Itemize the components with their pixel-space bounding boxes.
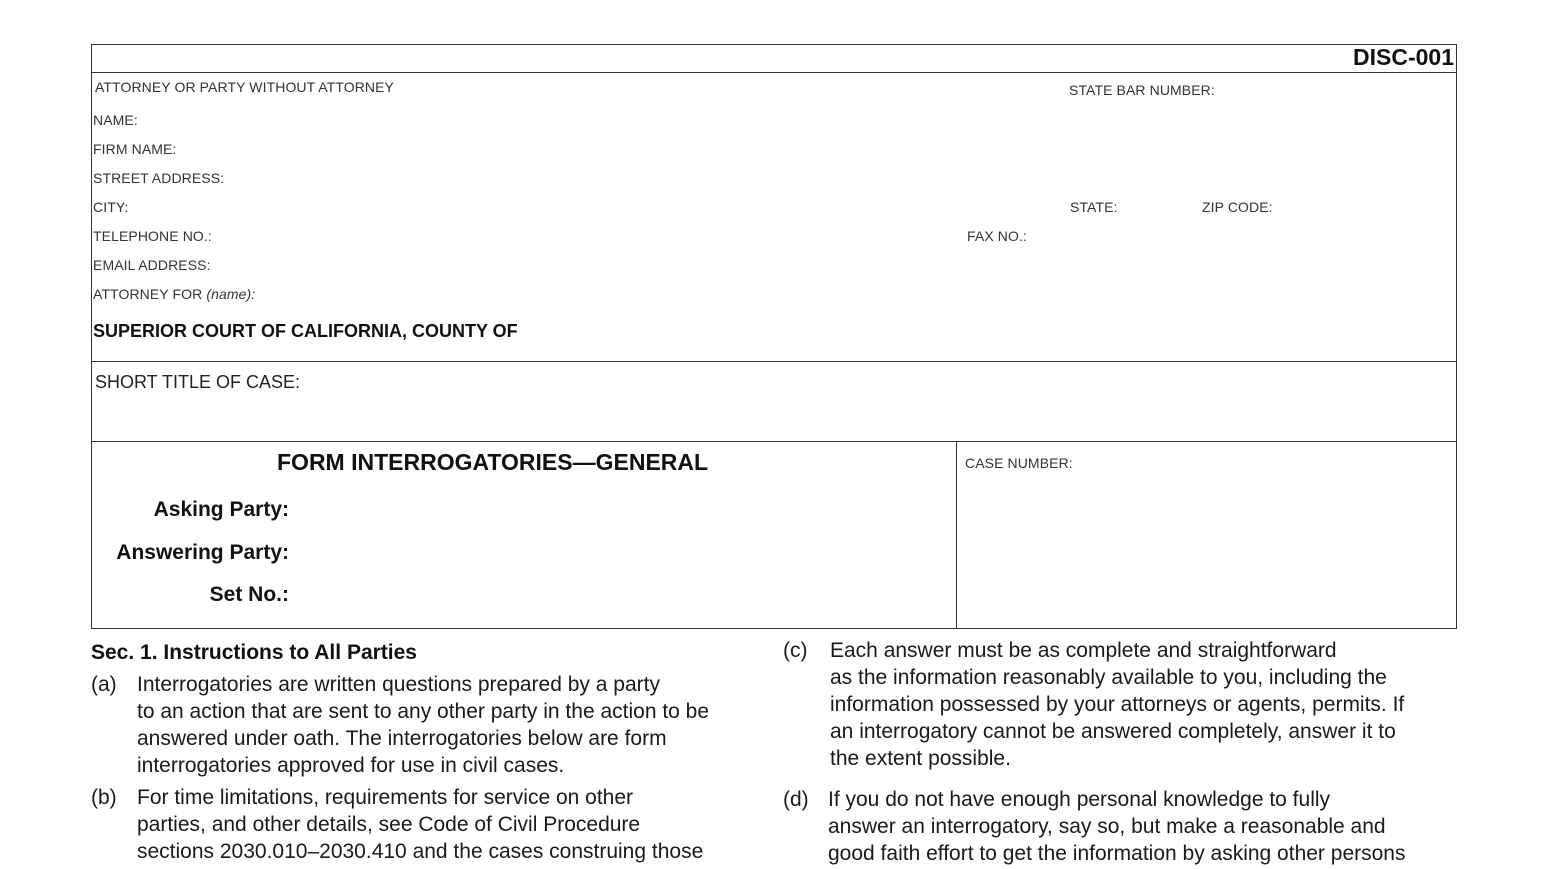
fax-label: FAX NO.: [967,228,1027,244]
item-b-marker: (b) [91,786,117,809]
attorney-for-italic: (name): [206,286,256,302]
item-d-line: good faith effort to get the information by asking other persons [828,842,1406,865]
short-title-label: SHORT TITLE OF CASE: [95,372,301,392]
item-a-marker: (a) [91,673,117,696]
attorney-for-label [93,286,255,302]
state-bar-label: STATE BAR NUMBER: [1069,82,1215,98]
email-label: EMAIL ADDRESS: [93,257,211,273]
header-divider [91,72,1457,73]
item-b-line: sections 2030.010–2030.410 and the cases construing those [137,840,704,863]
item-a-line: interrogatories approved for use in civil cases. [137,754,565,777]
item-b-line: For time limitations, requirements for service on other [137,786,634,809]
name-label: NAME: [93,112,138,128]
item-c-line: an interrogatory cannot be answered completely, answer it to [830,720,1396,743]
item-c-line: the extent possible. [830,747,1011,770]
case-number-divider [956,441,957,629]
court-label: SUPERIOR COURT OF CALIFORNIA, COUNTY OF [93,321,518,341]
item-c-line: Each answer must be as complete and straightforward [830,639,1337,662]
item-b-line: parties, and other details, see Code of Civil Procedure [137,813,641,836]
form-id: DISC-001 [1353,44,1454,70]
item-d-marker: (d) [783,788,809,811]
city-label: CITY: [93,199,129,215]
attorney-header-label: ATTORNEY OR PARTY WITHOUT ATTORNEY [95,79,394,95]
state-label: STATE: [1070,199,1118,215]
item-d-line: answer an interrogatory, say so, but make a reasonable and [828,815,1386,838]
zip-code-label: ZIP CODE: [1202,199,1273,215]
form-title: FORM INTERROGATORIES—GENERAL [277,449,709,475]
item-a-line: to an action that are sent to any other party in the action to be [137,700,710,723]
attorney-for-text: ATTORNEY FOR [93,286,207,302]
item-c-marker: (c) [783,639,808,662]
item-d-line: If you do not have enough personal knowledge to fully [828,788,1331,811]
street-address-label: STREET ADDRESS: [93,170,225,186]
case-number-label: CASE NUMBER: [965,455,1073,471]
set-no-label: Set No.: [209,583,289,606]
item-c-line: as the information reasonably available to you, including the [830,666,1387,689]
firm-name-label: FIRM NAME: [93,141,177,157]
section-heading: Sec. 1. Instructions to All Parties [91,641,417,664]
asking-party-label: Asking Party: [153,498,289,521]
item-a-line: Interrogatories are written questions prepared by a party [137,673,660,696]
telephone-label: TELEPHONE NO.: [93,228,212,244]
item-a-line: answered under oath. The interrogatories below are form [137,727,667,750]
answering-party-label: Answering Party: [116,541,289,564]
item-c-line: information possessed by your attorneys or agents, permits. If [830,693,1405,716]
